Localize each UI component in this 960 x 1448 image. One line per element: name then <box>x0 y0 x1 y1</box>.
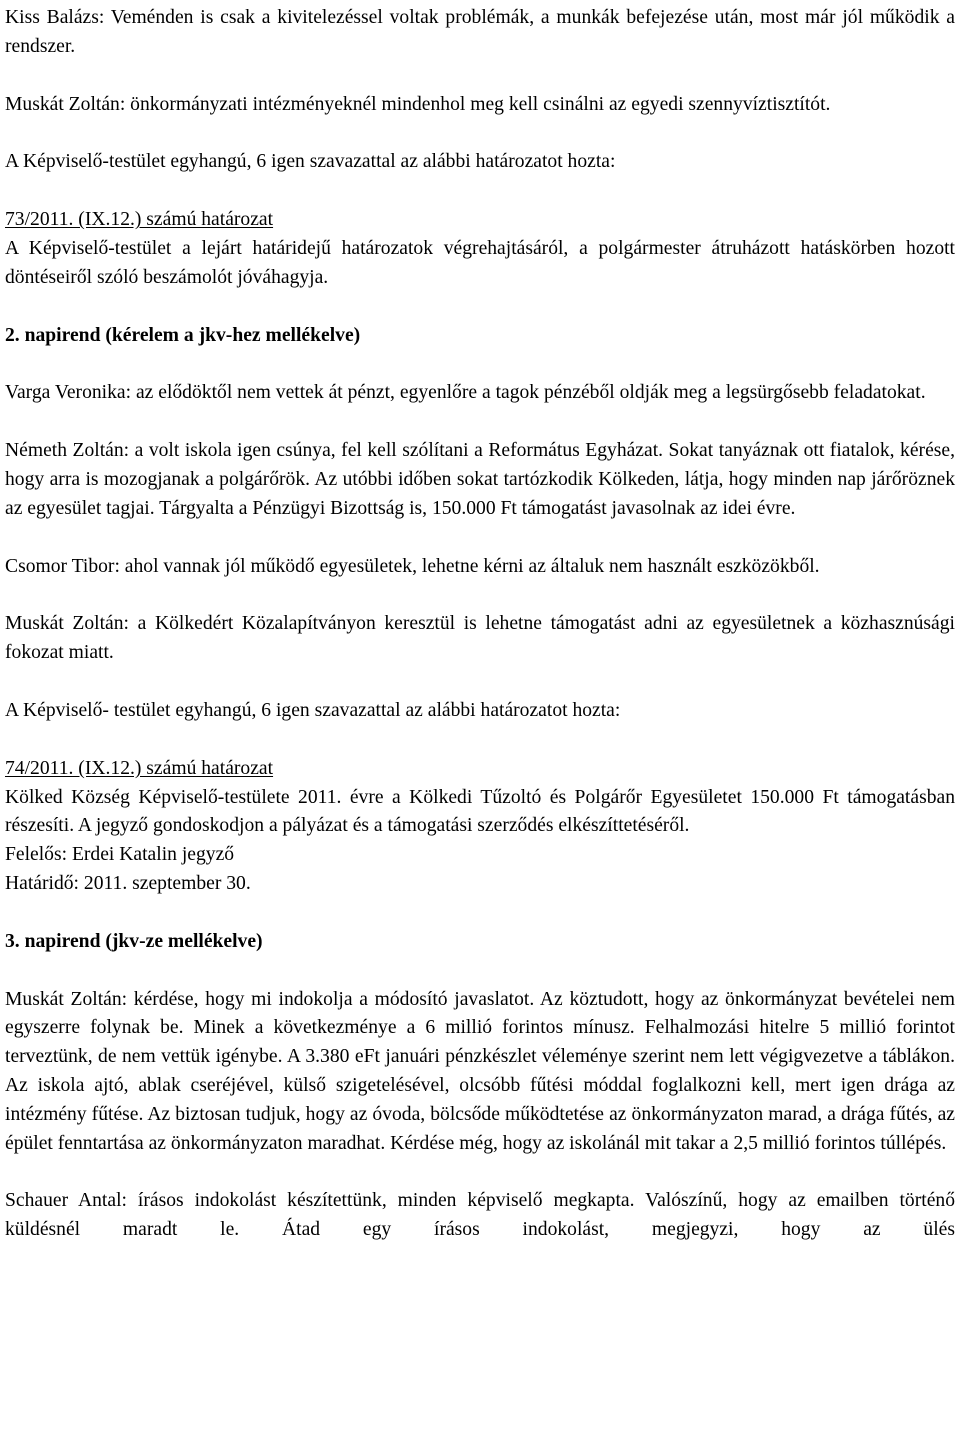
resolution-73-text: A Képviselő-testület a lejárt határidejű határozatok végrehajtásáról, a polgármester átruházott hatáskörben hozott döntéseiről szóló beszámolót jóváhagyja. <box>5 237 955 288</box>
agenda-3-heading: 3. napirend (jkv-ze mellékelve) <box>5 930 263 952</box>
paragraph-csomor-tibor: Csomor Tibor: ahol vannak jól működő egyesületek, lehetne kérni az általuk nem használt eszközökből. <box>5 555 820 577</box>
resolution-73-title: 73/2011. (IX.12.) számú határozat <box>5 209 274 231</box>
document-page <box>5 4 955 1245</box>
resolution-74-responsible: Felelős: Erdei Katalin jegyző <box>5 844 235 866</box>
agenda-2-heading: 2. napirend (kérelem a jkv-hez mellékelve) <box>5 324 361 346</box>
resolution-74-deadline: Határidő: 2011. szeptember 30. <box>5 872 251 894</box>
resolution-74-title: 74/2011. (IX.12.) számú határozat <box>5 757 274 779</box>
paragraph-varga-veronika: Varga Veronika: az elődöktől nem vettek át pénzt, egyenlőre a tagok pénzéből oldják meg a legsürgősebb feladatokat. <box>5 382 926 404</box>
paragraph-muskat-zoltan-1: Muskát Zoltán: önkormányzati intézményeknél mindenhol meg kell csinálni az egyedi szennyvíztisztítót. <box>5 93 831 115</box>
paragraph-vote-intro-1: A Képviselő-testület egyhangú, 6 igen szavazattal az alábbi határozatot hozta: <box>5 151 616 173</box>
paragraph-kiss-balazs: Kiss Balázs: Veménden is csak a kivitelezéssel voltak problémák, a munkák befejezése után, most már jól működik a rendszer. <box>5 7 955 57</box>
paragraph-vote-intro-2: A Képviselő- testület egyhangú, 6 igen szavazattal az alábbi határozatot hozta: <box>5 699 621 721</box>
paragraph-schauer-antal: Schauer Antal: írásos indokolást készítettünk, minden képviselő megkapta. Valószínű, hogy az emailben történő küldésnél maradt le. Átad egy írásos indokolást, megjegyzi, hogy az ülés <box>5 1190 955 1241</box>
paragraph-muskat-zoltan-2: Muskát Zoltán: a Kölkedért Közalapítványon keresztül is lehetne támogatást adni az egyesületnek a közhasznúsági fokozat miatt. <box>5 613 955 664</box>
paragraph-nemeth-zoltan: Németh Zoltán: a volt iskola igen csúnya, fel kell szólítani a Református Egyházat. Sokat tanyáznak ott fiatalok, kérése, hogy arra is mozogjanak a polgárőrök. Az utóbbi időben sokat tartózkodik Kölkeden, látja, hogy minden nap járőröznek az egyesület tagjai. Tárgyalta a Pénzügyi Bizottság is, 150.000 Ft támogatást javasolnak az idei évre. <box>5 440 955 519</box>
paragraph-muskat-zoltan-3: Muskát Zoltán: kérdése, hogy mi indokolja a módosító javaslatot. Az köztudott, hogy az önkormányzat bevételei nem egyszerre folynak be. Minek a következménye a 6 millió forintos mínusz. Felhalmozási hitelre 5 millió forintot terveztünk, de nem vettük igénybe. A 3.380 eFt januári pénzkészlet véleménye szerint nem lett végigvezetve a táblákon. Az iskola ajtó, ablak cseréjével, külső szigetelésével, olcsóbb fűtési móddal foglalkozni kell, mert igen drága az intézmény fűtése. Az biztosan tudjuk, hogy az óvoda, bölcsőde működtetése az önkormányzaton marad, a drága fűtés, az épület fenntartása az önkormányzaton maradhat. Kérdése még, hogy az iskolánál mit takar a 2,5 millió forintos túllépés. <box>5 988 955 1154</box>
resolution-74-text: Kölked Község Képviselő-testülete 2011. évre a Kölkedi Tűzoltó és Polgárőr Egyesületet 150.000 Ft támogatásban részesíti. A jegyző gondoskodjon a pályázat és a támogatási szerződés elkészíttetéséről. <box>5 786 955 837</box>
